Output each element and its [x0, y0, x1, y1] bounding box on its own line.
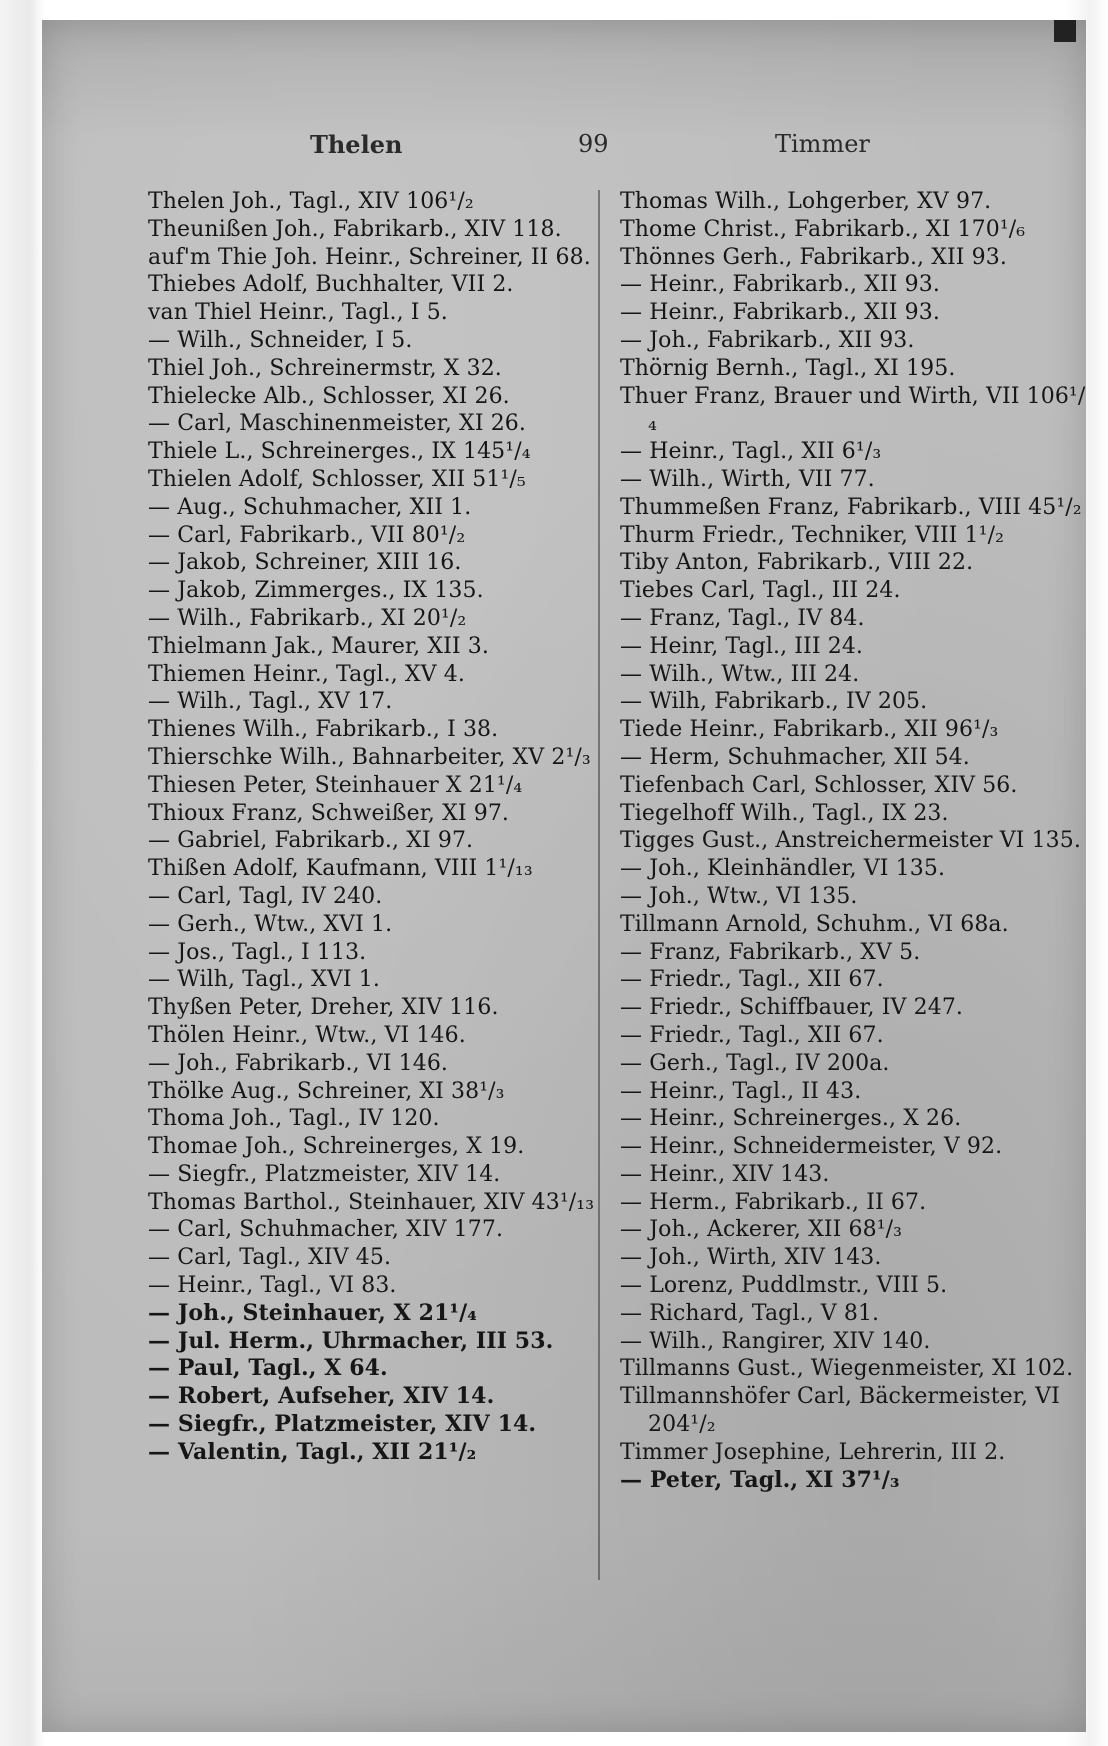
directory-entry: — Wilh., Tagl., XV 17.: [148, 689, 393, 715]
directory-entry: — Wilh., Rangirer, XIV 140.: [620, 1328, 931, 1354]
directory-entry: Theunißen Joh., Fabrikarb., XIV 118.: [148, 216, 562, 242]
directory-entry: — Wilh, Tagl., XVI 1.: [148, 967, 380, 993]
directory-entry: Thiemen Heinr., Tagl., XV 4.: [148, 661, 465, 687]
directory-entry: — Wilh., Schneider, I 5.: [148, 327, 413, 353]
directory-entry: Thielen Adolf, Schlosser, XII 51¹/₅: [148, 466, 526, 492]
directory-entry: Thörnig Bernh., Tagl., XI 195.: [620, 355, 956, 381]
directory-entry: — Jul. Herm., Uhrmacher, III 53.: [148, 1327, 554, 1354]
directory-entry: — Joh., Wirth, XIV 143.: [620, 1245, 882, 1271]
directory-entry: — Carl, Tagl, IV 240.: [148, 883, 383, 909]
directory-entry: — Franz, Fabrikarb., XV 5.: [620, 939, 921, 965]
directory-entry: — Carl, Fabrikarb., VII 80¹/₂: [148, 522, 466, 548]
directory-entry: Thomae Joh., Schreinerges, X 19.: [148, 1134, 525, 1160]
directory-entry: — Wilh., Wirth, VII 77.: [620, 466, 875, 492]
directory-entry: — Joh., Kleinhändler, VI 135.: [620, 856, 946, 882]
directory-entry: Thiebes Adolf, Buchhalter, VII 2.: [148, 272, 514, 298]
directory-entry: — Joh., Steinhauer, X 21¹/₄: [148, 1299, 478, 1326]
directory-entry: — Lorenz, Puddlmstr., VIII 5.: [620, 1273, 948, 1299]
directory-entry: — Friedr., Schiffbauer, IV 247.: [620, 995, 964, 1021]
directory-entry: — Joh., Fabrikarb., XII 93.: [620, 327, 915, 353]
edge-mark: [1054, 20, 1076, 42]
directory-entry: — Herm., Fabrikarb., II 67.: [620, 1189, 927, 1215]
directory-entry: Tiebes Carl, Tagl., III 24.: [620, 578, 901, 604]
directory-entry: Thielmann Jak., Maurer, XII 3.: [148, 633, 489, 659]
directory-entry: Thißen Adolf, Kaufmann, VIII 1¹/₁₃: [148, 856, 533, 882]
directory-entry: — Joh., Ackerer, XII 68¹/₃: [620, 1217, 903, 1243]
directory-entry: Timmer Josephine, Lehrerin, III 2.: [620, 1439, 1006, 1465]
directory-entry: Tillmannshöfer Carl, Bäckermeister, VI 204¹/₂: [620, 1384, 1060, 1438]
directory-entry: — Robert, Aufseher, XIV 14.: [148, 1383, 495, 1410]
directory-entry: Thomas Wilh., Lohgerber, XV 97.: [620, 189, 992, 214]
header-right-word: Timmer: [775, 130, 870, 158]
directory-entry: Thönnes Gerh., Fabrikarb., XII 93.: [620, 244, 1007, 270]
directory-entry: — Wilh., Fabrikarb., XI 20¹/₂: [148, 605, 467, 631]
directory-entry: — Jakob, Zimmerges., IX 135.: [148, 578, 484, 604]
directory-entry: — Valentin, Tagl., XII 21¹/₂: [148, 1438, 477, 1465]
directory-entry: Thienes Wilh., Fabrikarb., I 38.: [148, 717, 499, 743]
directory-entry: — Franz, Tagl., IV 84.: [620, 605, 865, 631]
directory-entry: Thuer Franz, Brauer und Wirth, VII 106¹/₄: [620, 383, 1086, 437]
directory-entry: — Aug., Schuhmacher, XII 1.: [148, 494, 472, 520]
directory-entry: Thierschke Wilh., Bahnarbeiter, XV 2¹/₃: [148, 744, 591, 770]
directory-entry: Tillmanns Gust., Wiegenmeister, XI 102.: [620, 1356, 1074, 1382]
directory-entry: auf'm Thie Joh. Heinr., Schreiner, II 68.: [148, 244, 591, 270]
directory-entry: Thomas Barthol., Steinhauer, XIV 43¹/₁₃: [148, 1189, 595, 1215]
directory-entry: — Richard, Tagl., V 81.: [620, 1300, 880, 1326]
directory-entry: Thölke Aug., Schreiner, XI 38¹/₃: [148, 1078, 505, 1104]
directory-entry: — Peter, Tagl., XI 37¹/₃: [620, 1466, 900, 1493]
left-column: [148, 188, 618, 1467]
directory-entry: Thyßen Peter, Dreher, XIV 116.: [148, 995, 499, 1021]
directory-entry: — Siegfr., Platzmeister, XIV 14.: [148, 1411, 537, 1438]
directory-entry: — Heinr., Schreinerges., X 26.: [620, 1106, 962, 1132]
directory-entry: — Heinr., Fabrikarb., XII 93.: [620, 300, 940, 326]
directory-entry: — Heinr., Tagl., XII 6¹/₃: [620, 439, 882, 465]
right-column: [620, 188, 1092, 1494]
directory-page: [42, 20, 1086, 1732]
directory-entry: — Heinr., Tagl., II 43.: [620, 1078, 862, 1104]
directory-entry: Tiede Heinr., Fabrikarb., XII 96¹/₃: [620, 717, 999, 743]
directory-entry: Thiel Joh., Schreinermstr, X 32.: [148, 355, 502, 381]
column-divider: [598, 190, 600, 1580]
running-head: [42, 130, 1086, 170]
directory-entry: Thummeßen Franz, Fabrikarb., VIII 45¹/₂: [620, 494, 1082, 520]
directory-entry: Thoma Joh., Tagl., IV 120.: [148, 1106, 440, 1132]
header-left-word: Thelen: [310, 130, 403, 159]
directory-entry: — Carl, Schuhmacher, XIV 177.: [148, 1217, 504, 1243]
directory-entry: — Gerh., Wtw., XVI 1.: [148, 911, 393, 937]
directory-entry: — Gabriel, Fabrikarb., XI 97.: [148, 828, 474, 854]
directory-entry: — Siegfr., Platzmeister, XIV 14.: [148, 1161, 501, 1187]
page-number: 99: [578, 130, 609, 158]
directory-entry: van Thiel Heinr., Tagl., I 5.: [148, 300, 448, 326]
directory-entry: Thome Christ., Fabrikarb., XI 170¹/₆: [620, 216, 1026, 242]
directory-entry: — Jos., Tagl., I 113.: [148, 939, 367, 965]
directory-entry: Tiefenbach Carl, Schlosser, XIV 56.: [620, 772, 1018, 798]
directory-entry: Thiele L., Schreinerges., IX 145¹/₄: [148, 439, 531, 465]
directory-entry: — Carl, Maschinenmeister, XI 26.: [148, 411, 526, 437]
directory-entry: — Heinr., Schneidermeister, V 92.: [620, 1134, 1003, 1160]
directory-entry: Tiby Anton, Fabrikarb., VIII 22.: [620, 550, 974, 576]
directory-entry: Thiesen Peter, Steinhauer X 21¹/₄: [148, 772, 523, 798]
directory-entry: — Heinr, Tagl., III 24.: [620, 633, 864, 659]
directory-entry: — Herm, Schuhmacher, XII 54.: [620, 744, 970, 770]
directory-entry: Thielecke Alb., Schlosser, XI 26.: [148, 383, 510, 409]
directory-entry: — Wilh., Wtw., III 24.: [620, 661, 860, 687]
directory-entry: — Gerh., Tagl., IV 200a.: [620, 1050, 890, 1076]
directory-entry: — Joh., Wtw., VI 135.: [620, 883, 858, 909]
directory-entry: — Heinr., XIV 143.: [620, 1161, 830, 1187]
directory-entry: Thelen Joh., Tagl., XIV 106¹/₂: [148, 189, 474, 214]
directory-entry: — Carl, Tagl., XIV 45.: [148, 1245, 392, 1271]
directory-entry: — Paul, Tagl., X 64.: [148, 1355, 388, 1382]
directory-entry: — Heinr., Fabrikarb., XII 93.: [620, 272, 940, 298]
directory-entry: Thölen Heinr., Wtw., VI 146.: [148, 1022, 466, 1048]
directory-entry: Thioux Franz, Schweißer, XI 97.: [148, 800, 510, 826]
directory-entry: — Friedr., Tagl., XII 67.: [620, 967, 884, 993]
directory-entry: Thurm Friedr., Techniker, VIII 1¹/₂: [620, 522, 1004, 548]
directory-entry: — Wilh, Fabrikarb., IV 205.: [620, 689, 928, 715]
directory-entry: Tillmann Arnold, Schuhm., VI 68a.: [620, 911, 1009, 937]
directory-entry: — Jakob, Schreiner, XIII 16.: [148, 550, 462, 576]
directory-entry: — Friedr., Tagl., XII 67.: [620, 1022, 884, 1048]
directory-entry: — Heinr., Tagl., VI 83.: [148, 1273, 397, 1299]
directory-entry: Tigges Gust., Anstreichermeister VI 135.: [620, 828, 1081, 854]
directory-entry: Tiegelhoff Wilh., Tagl., IX 23.: [620, 800, 949, 826]
directory-entry: — Joh., Fabrikarb., VI 146.: [148, 1050, 449, 1076]
